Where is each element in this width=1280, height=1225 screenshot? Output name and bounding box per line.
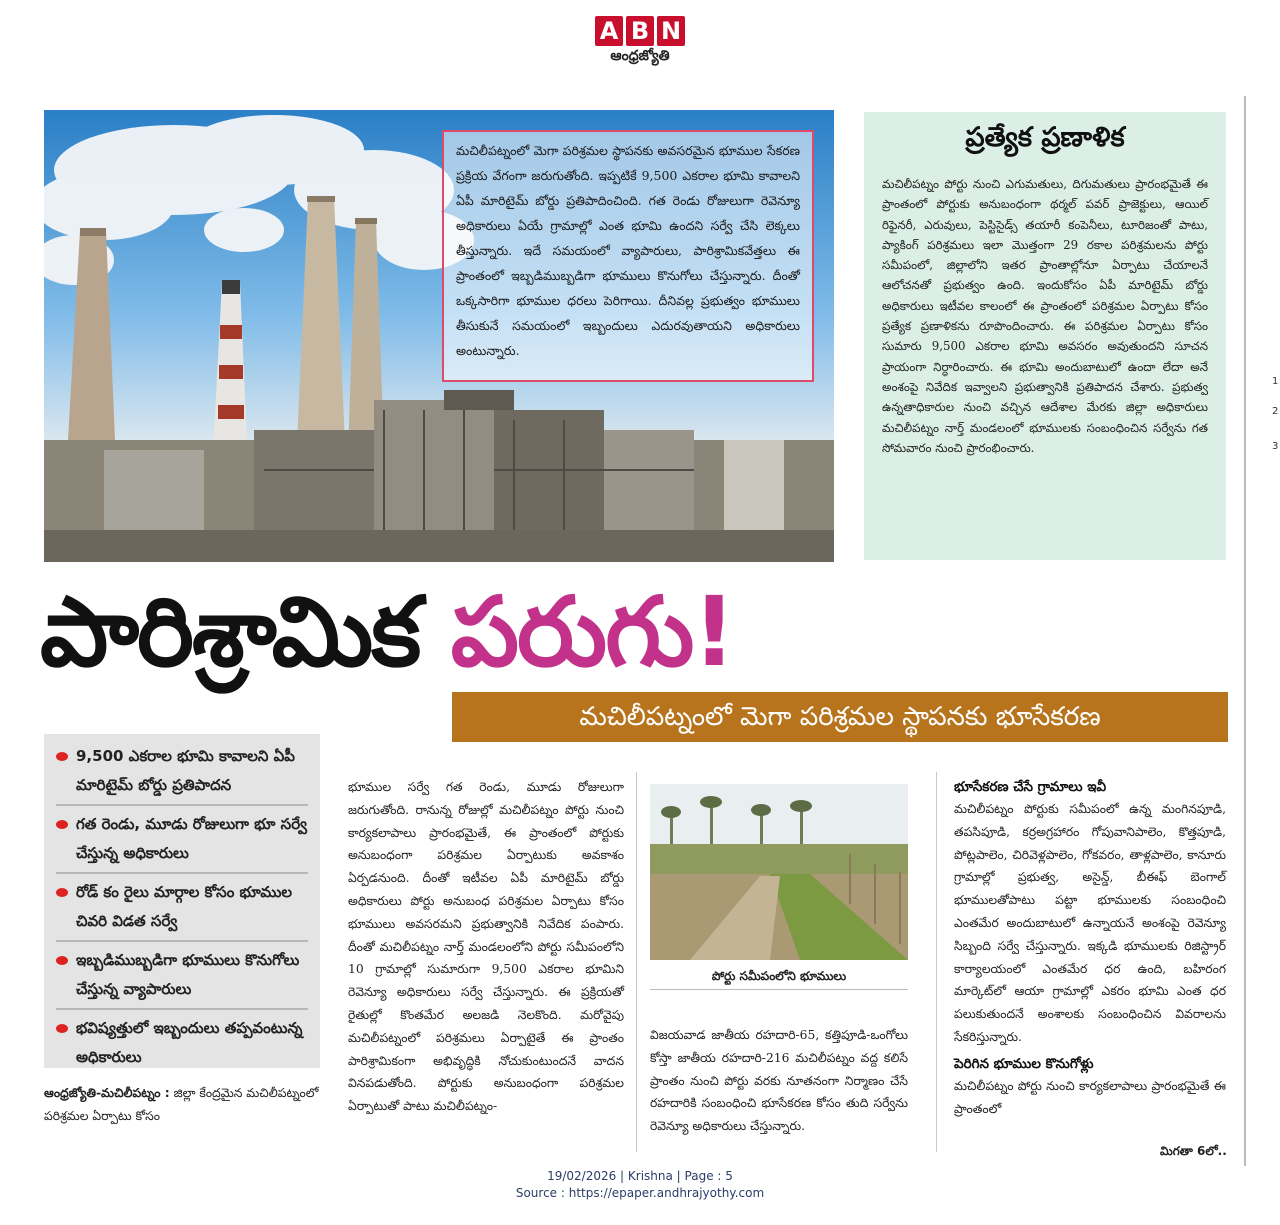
purchases-text: మచిలీపట్నం పోర్టు నుంచి కార్యకలాపాలు ప్రారంభమైతే ఈ ప్రాంతంలో (954, 1078, 1226, 1116)
highlight-text: రోడ్‌ కం రైలు మార్గాల కోసం భూముల చివరి విడత సర్వే (76, 883, 293, 930)
edge-number: 2 (1272, 406, 1279, 417)
bullet-dot-icon (56, 888, 68, 897)
logo-letter-a: A (595, 16, 623, 46)
headline-part-1: పారిశ్రామిక (40, 576, 420, 688)
subheadline-bar: మచిలీపట్నంలో మెగా పరిశ్రమల స్థాపనకు భూసేకరణ (452, 692, 1228, 742)
byline-source: ఆంధ్రజ్యోతి-మచిలీపట్నం : (44, 1086, 170, 1100)
article-column-2: విజయవాడ జాతీయ రహదారి-65, కత్తిపూడి-ఒంగోలు కోస్తా జాతీయ రహదారి-216 మచిలీపట్నం వద్ద కలిసే ప్రాంతం నుంచి పోర్టు వరకు నూతనంగా నిర్మాణం చేసే రహదారికి సంబంధించి భూసేకరణ కోసం తుది సర్వేను రెవెన్యూ అధికారులు చేస్తున్నారు. (650, 1028, 908, 1134)
intro-summary-box (442, 130, 814, 382)
logo-letter-b: B (626, 16, 654, 46)
bullet-dot-icon (56, 752, 68, 761)
highlight-text: గత రెండు, మూడు రోజులుగా భూ సర్వే చేస్తున్న అధికారులు (76, 815, 307, 862)
edge-number: 1 (1272, 376, 1279, 387)
edge-number: 3 (1272, 441, 1279, 452)
highlight-item (56, 738, 308, 806)
adjacent-article-edge (1244, 96, 1280, 1166)
sidebar-text: మచిలీపట్నం పోర్టు నుంచి ఎగుమతులు, దిగుమతులు ప్రారంభమైతే ఈ ప్రాంతంలో పోర్టుకు అనుబంధంగా థర్మల్‌ పవర్‌ ప్రాజెక్టులు, ఆయిల్‌ రిఫైనరీ, ఎరువులు, పెస్టిసైడ్స్‌ తయారీ కంపెనీలు, టూరిజంతో పాటు, ప్యాకింగ్‌ పరిశ్రమలు ఇలా మొత్తంగా 29 రకాల పరిశ్రమలను పోర్టు సమీపంలో, జిల్లాలోని ఇతర ప్రాంతాల్లోనూ ఏర్పాటు చేయాలనే ఆలోచనతో ప్రభుత్వం ఉంది. ఇందుకోసం ఏపీ మారిటైమ్‌ బోర్డు అధికారులు ఇటీవల కాలంలో ఈ ప్రాంతంలో పరిశ్రమల ఏర్పాటు కోసం ప్రత్యేక ప్రణాళికను రూపొందించారు. ఈ పరిశ్రమల ఏర్పాటు కోసం సుమారు 9,500 ఎకరాల భూమి అవసరం అవుతుందని సూచన ప్రాయంగా నిర్ధారించారు. ఈ భూమి అందుబాటులో ఉందా లేదా అనే అంశంపై నివేదిక ఇవ్వాలని ప్రభుత్వానికి ప్రతిపాదన చేశారు. ప్రభుత్వ ఉన్నతాధికారుల నుంచి వచ్చిన ఆదేశాల మేరకు జిల్లా అధికారులు మచిలీపట్నం నార్త్‌ మండలంలో భూములకు సంబంధించిన సర్వేను గత సోమవారం నుంచి ప్రారంభించారు. (882, 177, 1208, 455)
article-byline (44, 1082, 320, 1128)
continued-note: మిగతా 6లో.. (1160, 1144, 1227, 1158)
masthead-subtitle: ఆంధ్రజ్యోతి (610, 48, 670, 64)
highlight-item (56, 874, 308, 942)
highlight-item (56, 806, 308, 874)
bullet-dot-icon (56, 820, 68, 829)
footer-date-page: 19/02/2026 | Krishna | Page : 5 (547, 1169, 733, 1183)
field-illustration (650, 784, 908, 960)
special-plan-sidebar (864, 112, 1226, 560)
column-divider (936, 772, 937, 1152)
article-column-1: భూముల సర్వే గత రెండు, మూడు రోజులుగా జరుగుతోంది. రానున్న రోజుల్లో మచిలీపట్నం పోర్టు నుంచి కార్యకలాపాలు ప్రారంభమైతే, ఈ ప్రాంతంలో పోర్టుకు అనుబంధంగా పరిశ్రమల ఏర్పాటుకు అవకాశం ఏర్పడనుంది. దీంతో ఇటీవల ఏపీ మారిటైమ్‌ బోర్డు అధికారులు పోర్టు అనుబంధ పరిశ్రమల ఏర్పాటు కోసం భూములు అవసరమని ప్రభుత్వానికి నివేదిక పంపారు. దీంతో మచిలీపట్నం నార్త్‌ మండలంలోని పోర్టు సమీపంలోని 10 గ్రామాల్లో సుమారుగా 9,500 ఎకరాల భూమిని రెవెన్యూ అధికారులు సర్వే చేస్తున్నారు. ఈ ప్రక్రియతో రైతుల్లో కొంతమేర అలజడి నెలకొంది. మరోవైపు మచిలీపట్నంలో పరిశ్రమలు ఏర్పాటైతే ఈ ప్రాంతం పారిశ్రామికంగా అభివృద్ధికి నోచుకుంటుందనే వాదన వినపడుతోంది. పోర్టుకు అనుబంధంగా పరిశ్రమల ఏర్పాటుతో పాటు మచిలీపట్నం- (348, 780, 624, 1114)
main-headline (40, 572, 1240, 692)
port-land-photo (650, 784, 908, 960)
sidebar-title: ప్రత్యేక ప్రణాళిక (965, 122, 1125, 153)
footer-source: Source : https://epaper.andhrajyothy.com (515, 1186, 765, 1200)
highlight-text: భవిష్యత్తులో ఇబ్బందులు తప్పవంటున్న అధికారులు (76, 1019, 303, 1066)
masthead-logo (590, 16, 690, 78)
villages-heading: భూసేకరణ చేసే గ్రామాలు ఇవీ (954, 779, 1107, 795)
bullet-dot-icon (56, 1024, 68, 1033)
villages-text: మచిలీపట్నం పోర్టుకు సమీపంలో ఉన్న మంగినపూడి, తపసిపూడి, కర్ర‌అగ్రహారం గోపువానిపాలెం, కొత్తపూడి, పోట్లపాలెం, చిరివెళ్లపాలెం, గోకవరం, తాళ్లపాలెం, కానూరు గ్రామాల్లో ప్రభుత్వ, అసైన్డ్‌, బీఈఫ్‌ బెంగాల్‌ భూములతోపాటు పట్టా భూములకు సంబంధించి ఎంతమేర అందుబాటులో ఉన్నాయనే అంశంపై రెవెన్యూ సిబ్బంది సర్వే చేస్తున్నారు. ఇక్కడి భూములకు రిజిస్ట్రార్‌ కార్యాలయంలో ఎంతమేర ధర ఉంది, బహిరంగ మార్కెట్‌లో ఆయా గ్రామాల్లో ఎకరం భూమి ఎంత ధర పలుకుతుందనే అంశాలకు సంబంధించిన వివరాలను సేకరిస్తున్నారు. (954, 802, 1226, 1044)
article-column-3 (954, 776, 1226, 1120)
photo-caption: పోర్టు సమీపంలోని భూములు (650, 962, 908, 990)
column-divider (636, 772, 637, 1152)
purchases-heading: పెరిగిన భూముల కొనుగోళ్లు (954, 1055, 1094, 1072)
highlight-text: 9,500 ఎకరాల భూమి కావాలని ఏపీ మారిటైమ్‌ బోర్డు ప్రతిపాదన (76, 747, 295, 794)
highlight-text: ఇబ్బడిముబ్బడిగా భూములు కొనుగోలు చేస్తున్న వ్యాపారులు (76, 951, 300, 998)
logo-letter-n: N (657, 16, 685, 46)
bullet-dot-icon (56, 956, 68, 965)
highlights-box (44, 734, 320, 1068)
byline-text: జిల్లా కేంద్రమైన మచిలీపట్నంలో పరిశ్రమల ఏర్పాటు కోసం (44, 1086, 319, 1123)
intro-text: మచిలీపట్నంలో మెగా పరిశ్రమల స్థాపనకు అవసరమైన భూముల సేకరణ ప్రక్రియ వేగంగా జరుగుతోంది. ఇప్పటికే 9,500 ఎకరాల భూమి కావాలని ఏపీ మారిటైమ్‌ బోర్డు ప్రతిపాదించింది. గత రెండు రోజులుగా రెవెన్యూ అధికారులు ఏయే గ్రామాల్లో ఎంత భూమి ఉందని సర్వే చేసి లెక్కలు తీస్తున్నారు. ఇదే సమయంలో వ్యాపారులు, పారిశ్రామికవేత్తలు ఈ ప్రాంతంలో ఇబ్బడిముబ్బడిగా భూములు కొనుగోలు చేస్తున్నారు. దీంతో ఒక్కసారిగా భూముల ధరలు పెరిగాయి. దీనివల్ల ప్రభుత్వం భూములు తీసుకునే సమయంలో ఇబ్బందులు ఎదురవుతాయని అధికారులు అంటున్నారు. (456, 143, 800, 358)
highlight-item (56, 942, 308, 1010)
abn-logo (590, 16, 690, 46)
headline-part-2: పరుగు! (450, 576, 735, 688)
page-footer (0, 1168, 1280, 1202)
highlight-item (56, 1010, 308, 1076)
